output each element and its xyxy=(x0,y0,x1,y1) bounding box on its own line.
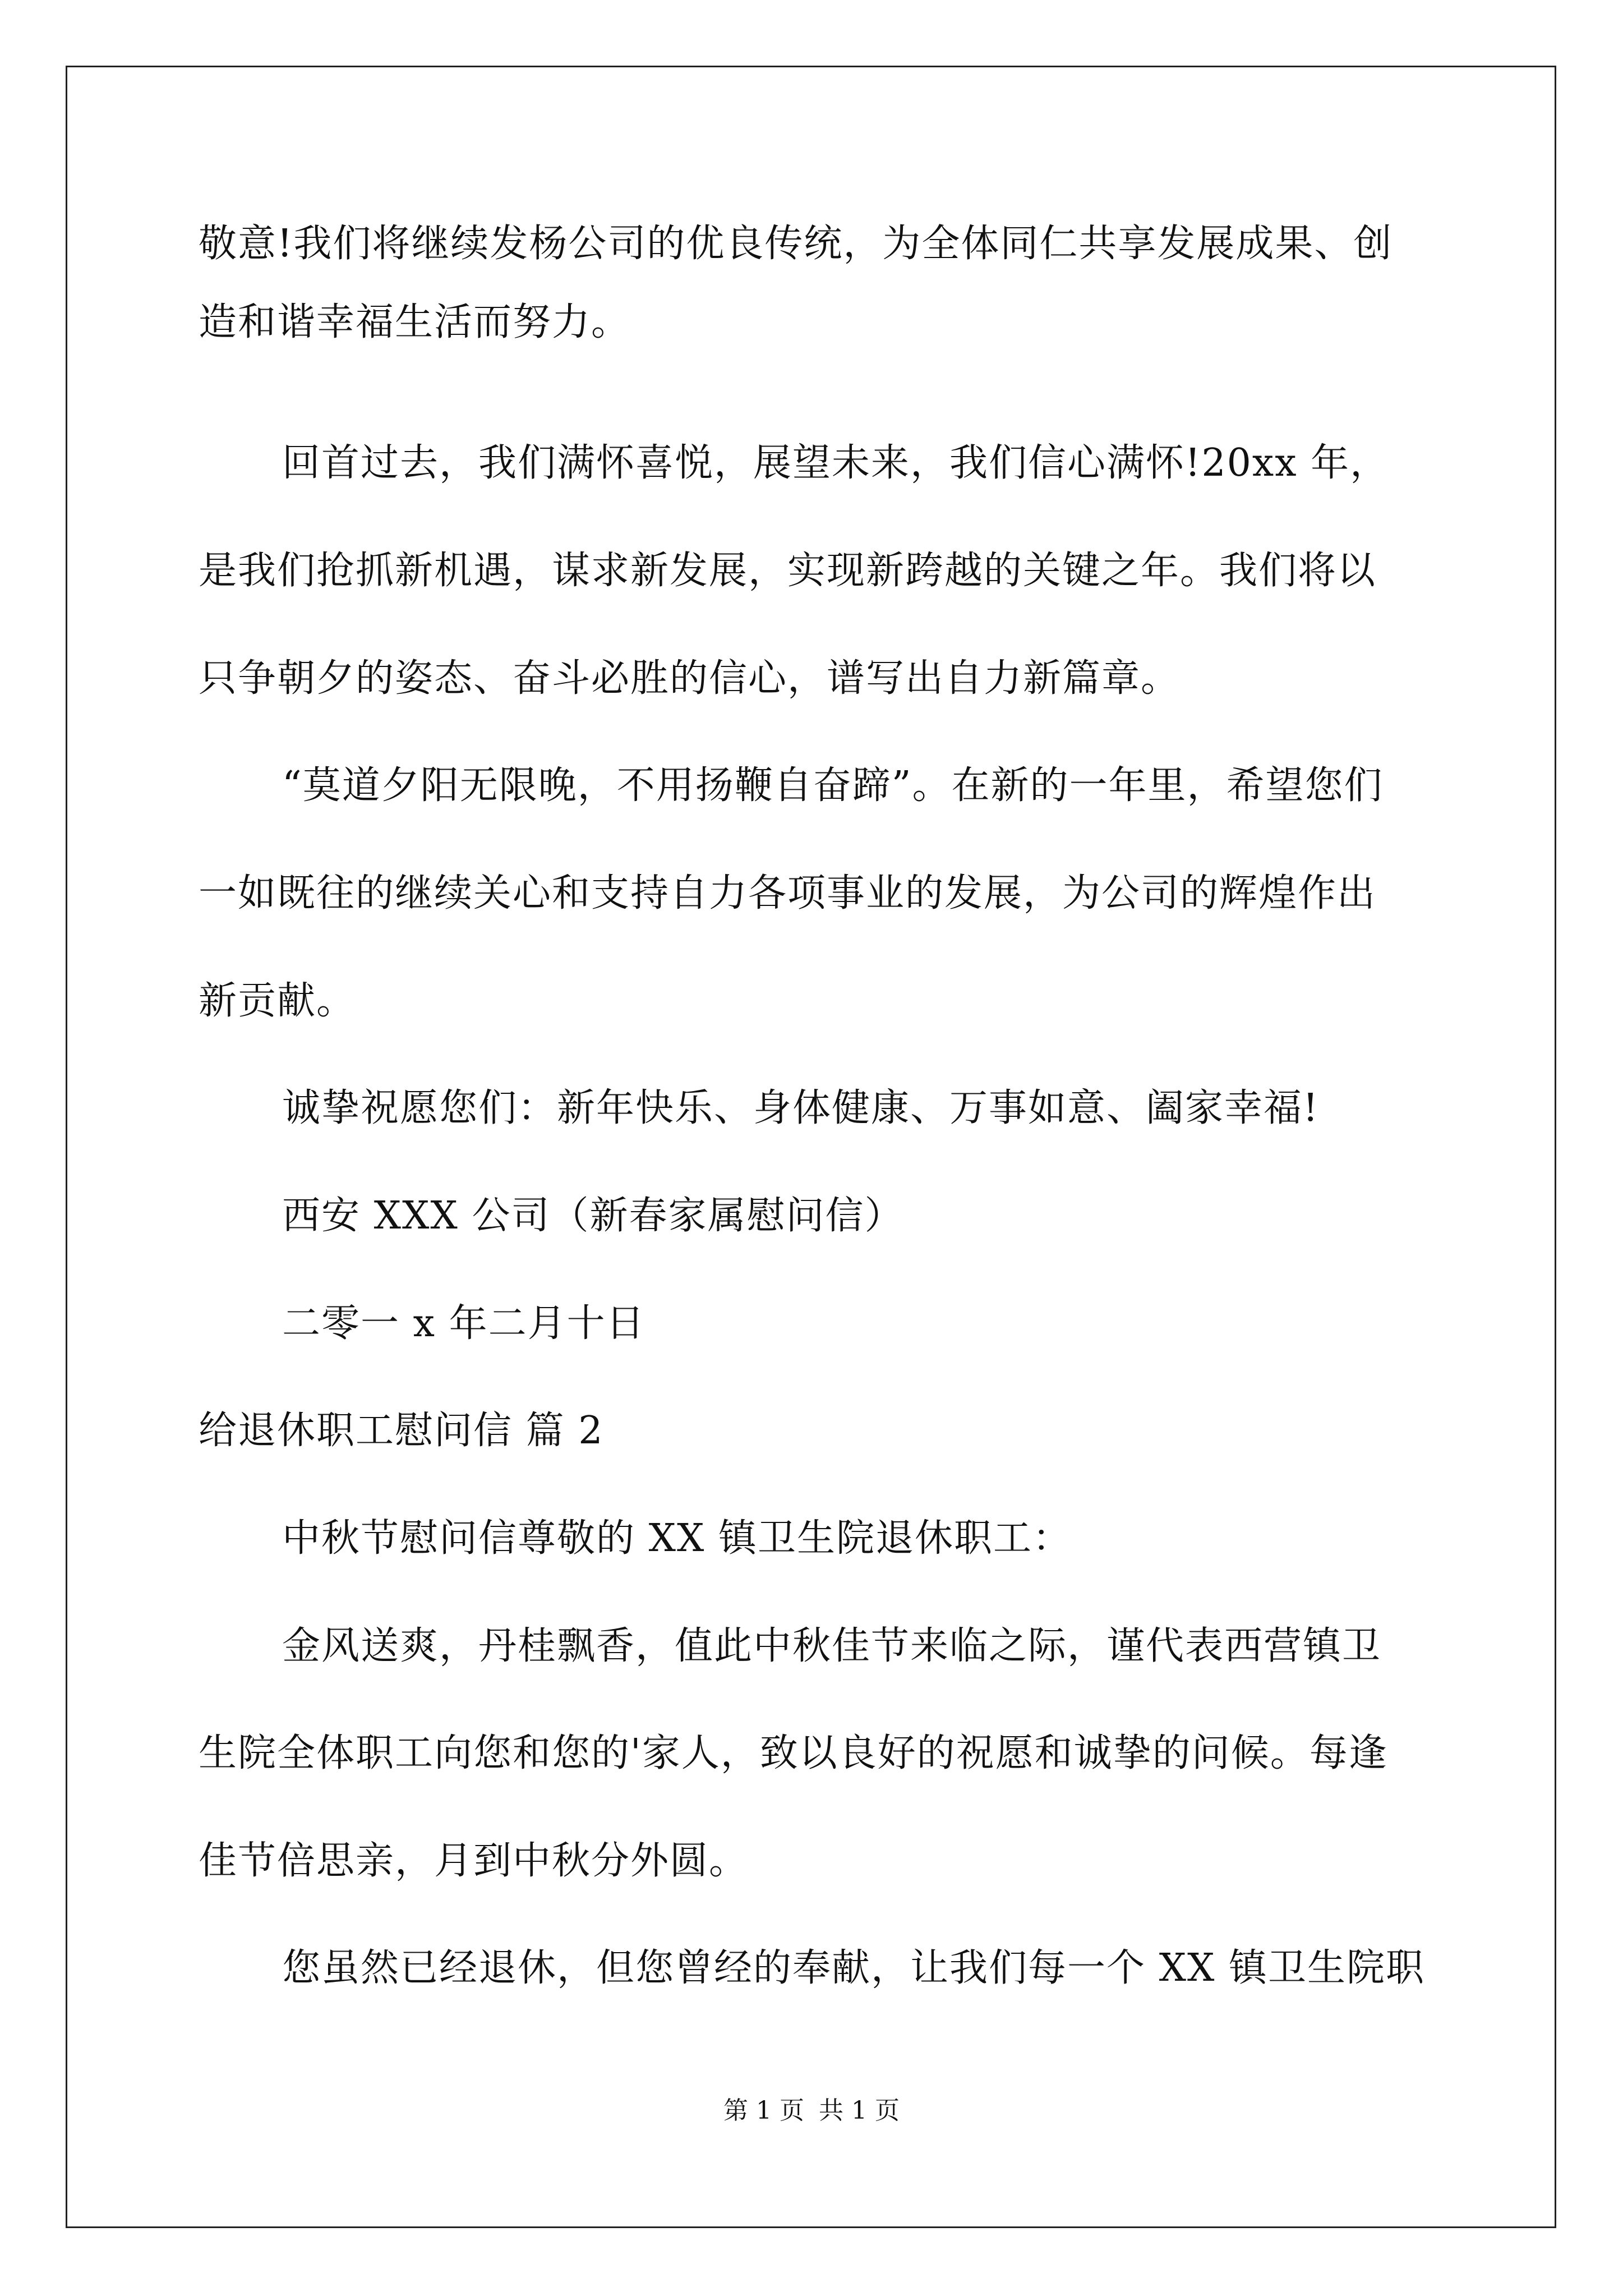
section-heading: 给退休职工慰问信 篇 2 xyxy=(199,1409,604,1453)
page-border xyxy=(66,66,1556,2228)
body-line-10: 西安 XXX 公司（新春家属慰问信） xyxy=(282,1194,904,1238)
body-line-11: 二零一 x 年二月十日 xyxy=(282,1301,645,1346)
page-number: 第 1 页 xyxy=(723,2096,804,2125)
body-line-9: 诚挚祝愿您们：新年快乐、身体健康、万事如意、阖家幸福! xyxy=(282,1086,1320,1130)
body-line-4: 是我们抢抓新机遇，谋求新发展，实现新跨越的关键之年。我们将以 xyxy=(199,549,1377,593)
body-line-7: 一如既往的继续关心和支持自力各项事业的发展，为公司的辉煌作出 xyxy=(199,871,1377,915)
body-line-8: 新贡献。 xyxy=(199,979,356,1023)
page-total: 共 1 页 xyxy=(819,2096,900,2125)
body-line-16: 佳节倍思亲，月到中秋分外圆。 xyxy=(199,1839,749,1883)
body-line-2: 造和谐幸福生活而努力。 xyxy=(199,300,631,344)
body-line-14: 金风送爽，丹桂飘香，值此中秋佳节来临之际，谨代表西营镇卫 xyxy=(282,1624,1382,1668)
body-line-15: 生院全体职工向您和您的'家人，致以良好的祝愿和诚挚的问候。每逢 xyxy=(199,1731,1388,1775)
page-footer xyxy=(0,2094,1623,2128)
body-line-6: “莫道夕阳无限晚，不用扬鞭自奋蹄”。在新的一年里，希望您们 xyxy=(282,763,1384,808)
body-line-3: 回首过去，我们满怀喜悦，展望未来，我们信心满怀!20xx 年， xyxy=(282,441,1390,485)
body-line-13: 中秋节慰问信尊敬的 XX 镇卫生院退休职工： xyxy=(282,1516,1072,1561)
body-line-5: 只争朝夕的姿态、奋斗必胜的信心，谱写出自力新篇章。 xyxy=(199,656,1181,701)
body-line-1: 敬意!我们将继续发杨公司的优良传统，为全体同仁共享发展成果、创 xyxy=(199,222,1393,266)
body-line-17: 您虽然已经退休，但您曾经的奉献，让我们每一个 XX 镇卫生院职 xyxy=(282,1946,1426,1990)
